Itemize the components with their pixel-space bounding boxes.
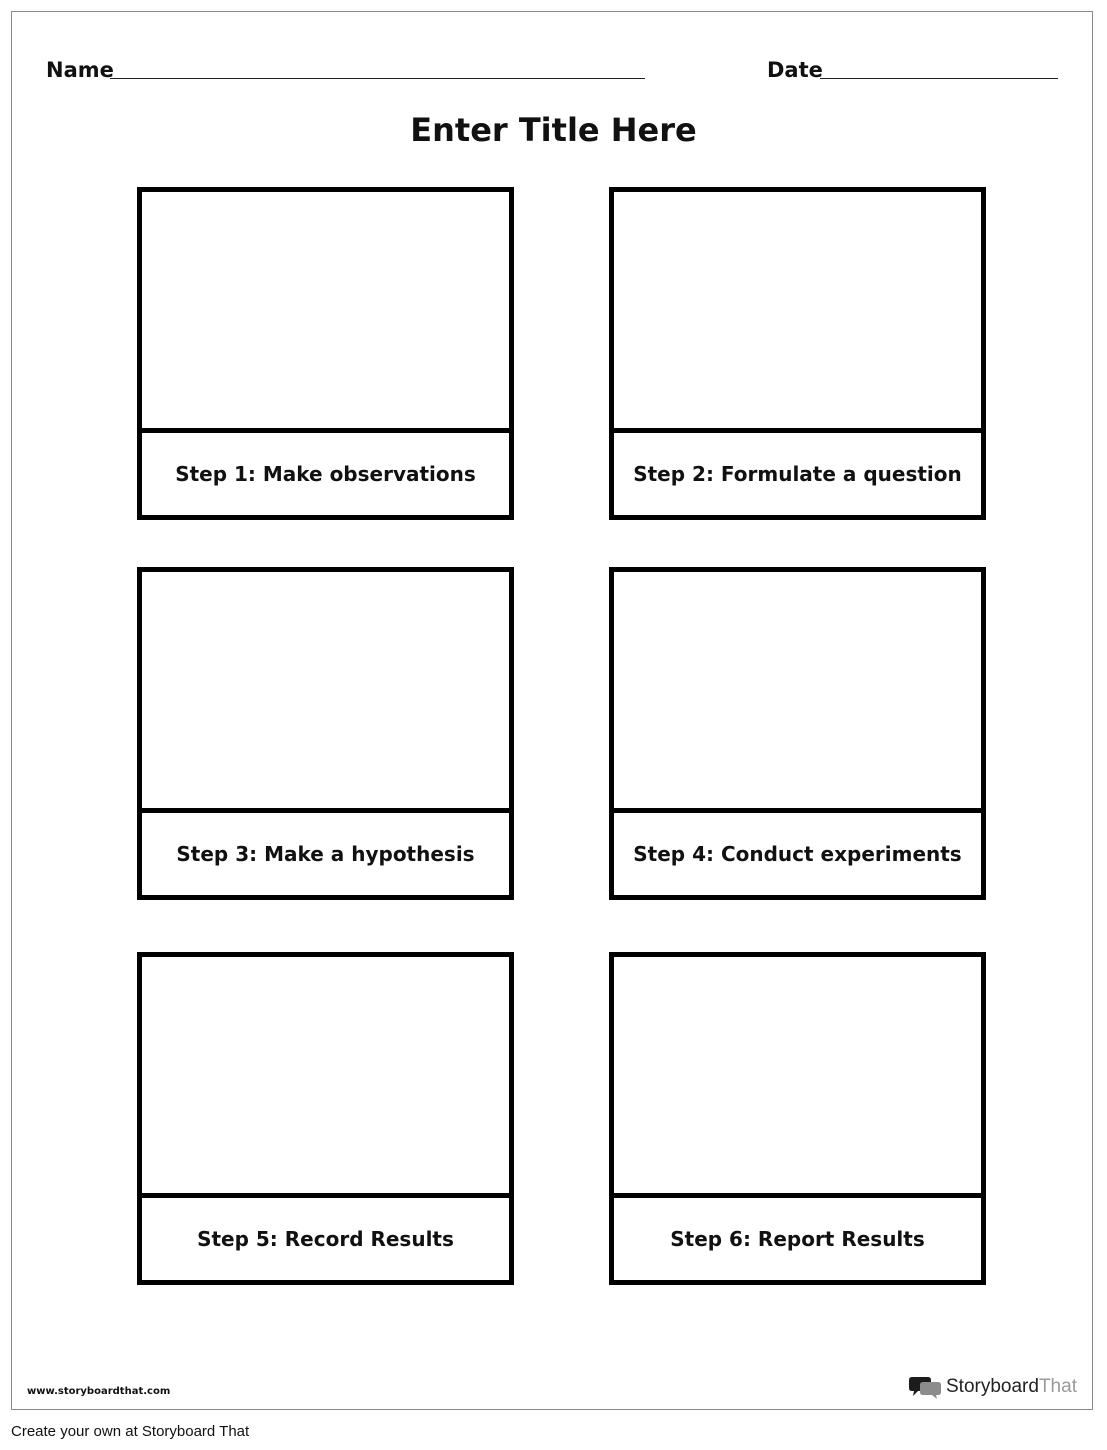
site-url[interactable]: www.storyboardthat.com (27, 1386, 171, 1397)
worksheet-title[interactable]: Enter Title Here (410, 111, 697, 149)
cell-caption[interactable]: Step 4: Conduct experiments (633, 842, 962, 866)
brand-wordmark-light: That (1038, 1376, 1077, 1397)
cell-picture-area[interactable] (614, 572, 981, 813)
name-label: Name (46, 58, 114, 82)
cell-picture-area[interactable] (614, 192, 981, 433)
date-field[interactable] (820, 78, 1058, 79)
footer-credit[interactable]: Create your own at Storyboard That (11, 1423, 250, 1440)
cell-picture-area[interactable] (614, 957, 981, 1198)
storyboard-cell-4 (609, 567, 986, 900)
date-label: Date (767, 58, 823, 82)
cell-picture-area[interactable] (142, 192, 509, 433)
cell-caption[interactable]: Step 5: Record Results (197, 1227, 454, 1251)
storyboard-cell-5 (137, 952, 514, 1285)
storyboard-cell-3 (137, 567, 514, 900)
brand-logo-block[interactable] (909, 1374, 1077, 1400)
name-field[interactable] (110, 78, 645, 79)
cell-caption[interactable]: Step 1: Make observations (175, 462, 476, 486)
storyboard-cell-2 (609, 187, 986, 520)
cell-picture-area[interactable] (142, 957, 509, 1198)
cell-caption[interactable]: Step 2: Formulate a question (633, 462, 962, 486)
cell-picture-area[interactable] (142, 572, 509, 813)
brand-wordmark-strong: Storyboard (946, 1376, 1039, 1397)
cell-caption[interactable]: Step 3: Make a hypothesis (176, 842, 475, 866)
storyboard-cell-1 (137, 187, 514, 520)
cell-caption[interactable]: Step 6: Report Results (670, 1227, 925, 1251)
storyboard-cell-6 (609, 952, 986, 1285)
speech-bubbles-icon (909, 1375, 941, 1399)
brand-wordmark (946, 1376, 1077, 1398)
